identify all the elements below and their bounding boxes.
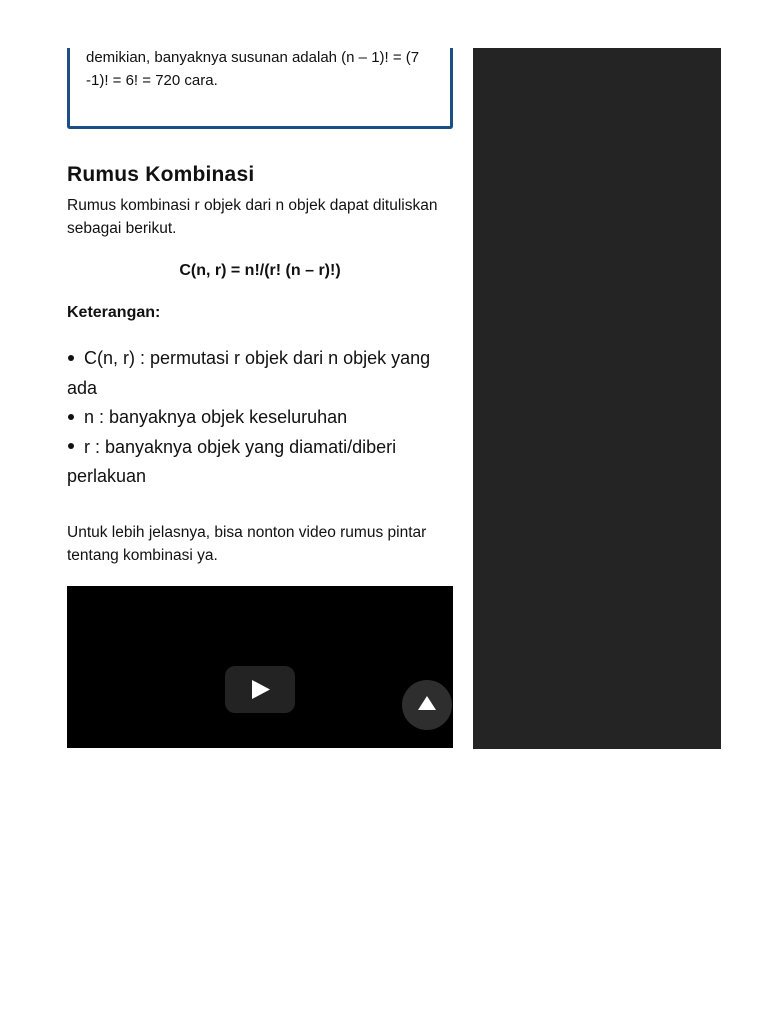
- section-outro: Untuk lebih jelasnya, bisa nonton video rumus pintar tentang kombinasi ya.: [67, 523, 427, 564]
- definition-text: n : banyaknya objek keseluruhan: [84, 407, 348, 427]
- article-section: [67, 160, 453, 567]
- play-icon: [252, 680, 270, 699]
- section-intro: Rumus kombinasi r objek dari n objek dapat dituliskan sebagai berikut.: [67, 197, 438, 237]
- definition-text: C(n, r) : permutasi r objek dari n objek yang ada: [67, 348, 431, 398]
- bullet-icon: [68, 355, 74, 361]
- list-item: [67, 344, 453, 403]
- example-callout-box: [67, 48, 453, 129]
- definition-text: r : banyaknya objek yang diamati/diberi perlakuan: [67, 436, 397, 486]
- sidebar-panel: [473, 48, 721, 749]
- callout-text: demikian, banyaknya susunan adalah (n – 1)! = (7 -1)! = 6! = 720 cara.: [86, 49, 420, 89]
- list-item: [67, 403, 453, 433]
- section-heading: Rumus Kombinasi: [67, 163, 255, 186]
- combination-formula: C(n, r) = n!/(r! (n – r)!): [179, 262, 341, 279]
- bullet-icon: [68, 414, 74, 420]
- legend-heading: Keterangan:: [67, 304, 161, 321]
- arrow-up-icon: [418, 696, 436, 712]
- play-button[interactable]: [225, 666, 295, 713]
- bullet-icon: [68, 443, 74, 449]
- definition-list: [67, 344, 453, 492]
- list-item: [67, 433, 453, 492]
- video-embed[interactable]: [67, 586, 453, 748]
- scroll-to-top-button[interactable]: [402, 680, 452, 730]
